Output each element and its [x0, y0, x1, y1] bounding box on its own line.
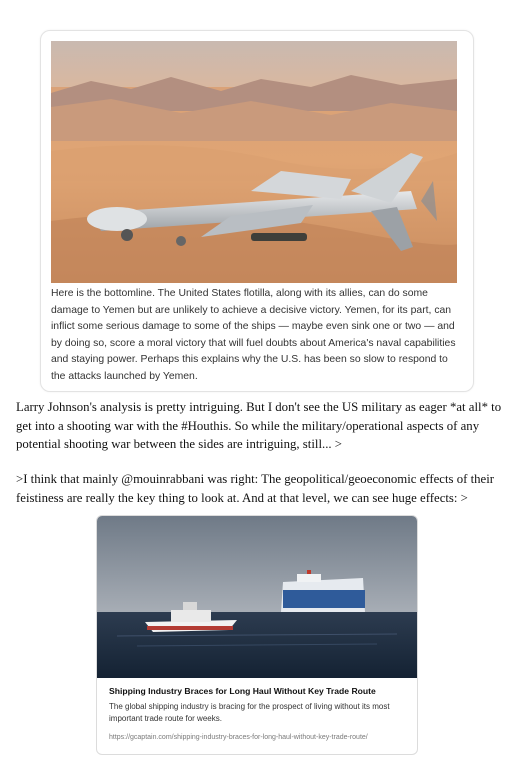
quote-caption: Here is the bottomline. The United States flotilla, along with its allies, can do some damage to Yemen but are unlikely to achieve a decisive victory. Yemen, for its part, can inflict some serious damage to some of the ships — maybe even sink one or two — and by doing so, score a moral victory that will fuel doubts about America's naval capabilities and staying power. Perhaps this explains why the U.S. has been so slow to respond to the attacks launched by Yemen.: [51, 288, 456, 382]
quoted-image-card[interactable]: [40, 30, 474, 392]
link-card-title[interactable]: Shipping Industry Braces for Long Haul Without Key Trade Route: [109, 686, 376, 696]
link-card-description: The global shipping industry is bracing for the prospect of living without its most important trade route for weeks.: [109, 702, 390, 723]
post-paragraph-1: Larry Johnson's analysis is pretty intriguing. But I don't see the US military as eager *at all* to get into a shooting war with the #Houthis. So while the military/operational aspects of any potential shooting war between the sides are intriguing, still... >: [16, 400, 502, 451]
drone-photo: [51, 41, 457, 283]
post-paragraph-2: >I think that mainly @mouinrabbani was right: The geopolitical/geoeconomic effects of their feistiness are really the key thing to look at. And at that level, we can see huge effects: >: [16, 472, 495, 505]
link-preview-card[interactable]: [96, 515, 418, 755]
ships-photo: [97, 516, 417, 678]
link-card-url[interactable]: https://gcaptain.com/shipping-industry-braces-for-long-haul-without-key-trade-route/: [109, 734, 368, 741]
